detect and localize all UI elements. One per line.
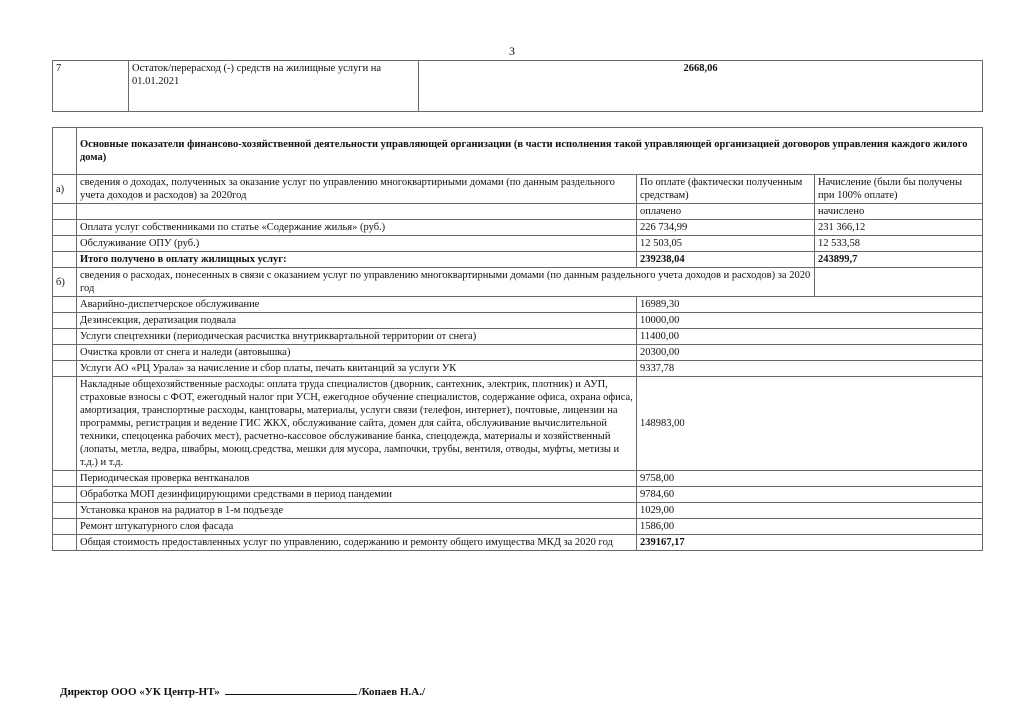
director-title: Директор ООО «УК Центр-НТ» xyxy=(60,686,220,698)
table-row xyxy=(53,220,983,236)
expense-row-label: Очистка кровли от снега и наледи (автовышка) xyxy=(77,345,637,361)
table-row xyxy=(53,329,983,345)
table-row xyxy=(53,361,983,377)
expenses-total-row xyxy=(53,535,983,551)
balance-row xyxy=(53,61,983,112)
expense-row-value: 148983,00 xyxy=(637,377,983,471)
income-section-label: сведения о доходах, полученных за оказание услуг по управлению многоквартирными домами (по данным раздельного учета доходов и расходов) за 2020год xyxy=(77,175,637,204)
expense-row-value: 1029,00 xyxy=(637,503,983,519)
expenses-section-row xyxy=(53,268,983,297)
income-marker: а) xyxy=(53,175,77,204)
sub-paid: оплачено xyxy=(637,204,815,220)
income-row-label: Обслуживание ОПУ (руб.) xyxy=(77,236,637,252)
expenses-marker: б) xyxy=(53,268,77,297)
balance-value: 2668,06 xyxy=(419,61,983,112)
expense-row-label: Накладные общехозяйственные расходы: оплата труда специалистов (дворник, сантехник, электрик, плотник) и АУП, страховые взносы с ФОТ, ежегодный налог при УСН, ежегодное обучение специалистов, содержание офиса, охрана офиса, амортизация, транспортные расходы, канцтовары, материалы, услуги связи (телефон, интернет), почтовые, лицензии на программы, регистрация и ведение ГИС ЖКХ, обслуживание сайта, домен для сайта, обслуживание вычислительной техники, спецоценка рабочих мест), расчетно-кассовое обслуживание банка, спецодежда, материалы и хозяйственный (лопаты, метла, ведра, швабры, моющ.средства, мешки для мусора, лампочки, трубы, вентиля, отводы, муфты, метизы и т.д.) и т.д. xyxy=(77,377,637,471)
income-section-row xyxy=(53,175,983,204)
financial-indicators-table xyxy=(52,127,983,551)
expense-row-value: 10000,00 xyxy=(637,313,983,329)
expenses-total-value: 239167,17 xyxy=(637,535,983,551)
table-row xyxy=(53,377,983,471)
income-row-charged: 231 366,12 xyxy=(815,220,983,236)
expense-row-value: 9784,60 xyxy=(637,487,983,503)
income-total-paid: 239238,04 xyxy=(637,252,815,268)
signature-line xyxy=(60,684,425,698)
col-paid-header: По оплате (фактически полученным средствам) xyxy=(637,175,815,204)
expense-row-value: 11400,00 xyxy=(637,329,983,345)
income-total-row xyxy=(53,252,983,268)
table-row xyxy=(53,345,983,361)
expense-row-label: Услуги АО «РЦ Урала» за начисление и сбор платы, печать квитанций за услуги УК xyxy=(77,361,637,377)
row-number: 7 xyxy=(53,61,129,112)
table-header-row xyxy=(53,128,983,175)
expense-row-label: Дезинсекция, дератизация подвала xyxy=(77,313,637,329)
income-total-label: Итого получено в оплату жилищных услуг: xyxy=(77,252,637,268)
expense-row-label: Установка кранов на радиатор в 1-м подъезде xyxy=(77,503,637,519)
table-row xyxy=(53,471,983,487)
expense-row-value: 9758,00 xyxy=(637,471,983,487)
sub-charged: начислено xyxy=(815,204,983,220)
table-row xyxy=(53,297,983,313)
income-row-paid: 12 503,05 xyxy=(637,236,815,252)
table-row xyxy=(53,503,983,519)
expense-row-value: 9337,78 xyxy=(637,361,983,377)
table-header: Основные показатели финансово-хозяйственной деятельности управляющей организации (в части исполнения такой управляющей организацией договоров управления каждого жилого дома) xyxy=(77,128,983,175)
table-row xyxy=(53,313,983,329)
balance-table xyxy=(52,60,983,112)
expense-row-label: Услуги спецтехники (периодическая расчистка внутриквартальной территории от снега) xyxy=(77,329,637,345)
expense-row-value: 20300,00 xyxy=(637,345,983,361)
income-total-charged: 243899,7 xyxy=(815,252,983,268)
income-row-charged: 12 533,58 xyxy=(815,236,983,252)
expense-row-label: Периодическая проверка вентканалов xyxy=(77,471,637,487)
expenses-section-label: сведения о расходах, понесенных в связи с оказанием услуг по управлению многоквартирными домами (по данным раздельного учета доходов и расходов) за 2020 год xyxy=(77,268,815,297)
signature-blank xyxy=(225,684,357,695)
table-row xyxy=(53,487,983,503)
income-subheader-row xyxy=(53,204,983,220)
expense-row-label: Обработка МОП дезинфицирующими средствами в период пандемии xyxy=(77,487,637,503)
table-row xyxy=(53,519,983,535)
page-number: 3 xyxy=(509,44,515,58)
expense-row-label: Аварийно-диспетчерское обслуживание xyxy=(77,297,637,313)
col-charged-header: Начисление (были бы получены при 100% оплате) xyxy=(815,175,983,204)
balance-label: Остаток/перерасход (-) средств на жилищные услуги на 01.01.2021 xyxy=(129,61,419,112)
director-name: /Копаев Н.А./ xyxy=(358,686,425,698)
expense-row-value: 16989,30 xyxy=(637,297,983,313)
income-row-label: Оплата услуг собственниками по статье «Содержание жилья» (руб.) xyxy=(77,220,637,236)
income-row-paid: 226 734,99 xyxy=(637,220,815,236)
expenses-total-label: Общая стоимость предоставленных услуг по управлению, содержанию и ремонту общего имущества МКД за 2020 год xyxy=(77,535,637,551)
expense-row-value: 1586,00 xyxy=(637,519,983,535)
table-row xyxy=(53,236,983,252)
expense-row-label: Ремонт штукатурного слоя фасада xyxy=(77,519,637,535)
